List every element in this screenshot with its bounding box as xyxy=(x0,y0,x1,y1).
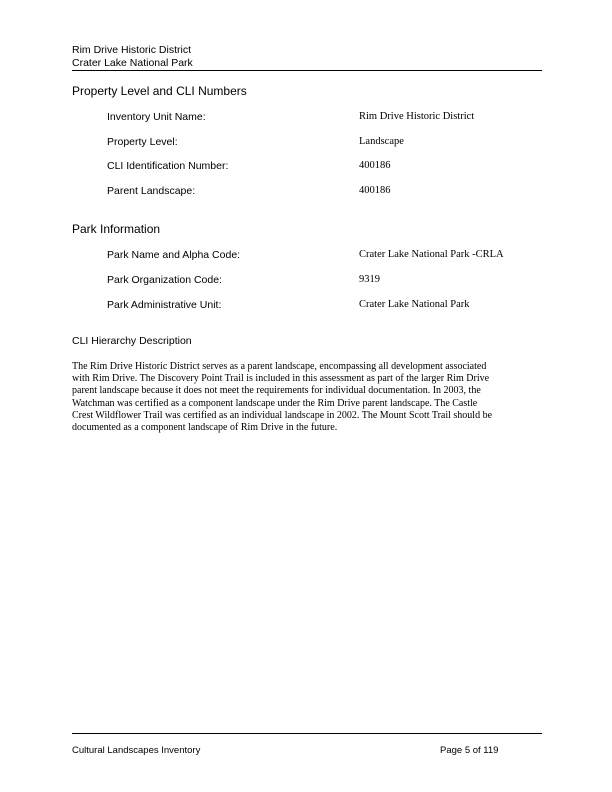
row-label: Inventory Unit Name: xyxy=(107,111,206,123)
row-label: Property Level: xyxy=(107,136,178,148)
row-label: Park Organization Code: xyxy=(107,274,222,286)
paragraph-line: The Rim Drive Historic District serves as a parent landscape, encompassing all development associated xyxy=(72,361,487,372)
row-label: Park Name and Alpha Code: xyxy=(107,249,241,261)
row-value: Crater Lake National Park -CRLA xyxy=(359,249,504,260)
row-value: Crater Lake National Park xyxy=(359,299,470,310)
row-value: 400186 xyxy=(359,185,391,196)
page-header xyxy=(72,44,542,70)
property-row-parent-landscape xyxy=(107,185,547,199)
property-row-cli-id xyxy=(107,160,547,174)
paragraph-line: Watchman was certified as a component landscape under the Rim Drive parent landscape. The Castle xyxy=(72,397,478,409)
row-value: 9319 xyxy=(359,274,380,285)
header-park-name: Crater Lake National Park xyxy=(72,57,193,69)
row-label: Parent Landscape: xyxy=(107,185,196,197)
page-number: Page 5 of 119 xyxy=(440,745,499,756)
footer-divider xyxy=(72,733,542,734)
paragraph-line: with Rim Drive. The Discovery Point Trail is included in this assessment as part of the larger Rim Drive xyxy=(72,373,490,385)
row-value: 400186 xyxy=(359,160,391,171)
park-section-title: Park Information xyxy=(72,222,161,236)
property-section-title: Property Level and CLI Numbers xyxy=(72,84,247,98)
park-row-admin-unit xyxy=(107,299,547,313)
park-row-name-alpha-code xyxy=(107,249,547,263)
hierarchy-description xyxy=(72,361,542,434)
row-label: Park Administrative Unit: xyxy=(107,299,222,311)
hierarchy-section-title: CLI Hierarchy Description xyxy=(72,335,192,347)
footer-title: Cultural Landscapes Inventory xyxy=(72,745,201,756)
property-row-property-level xyxy=(107,136,547,150)
paragraph-line: documented as a component landscape of Rim Drive in the future. xyxy=(72,422,338,434)
paragraph-line: parent landscape because it does not meet the requirements for individual documentation. In 2003, the xyxy=(72,385,481,397)
header-divider xyxy=(72,70,542,71)
property-row-inventory-unit xyxy=(107,111,547,125)
row-label: CLI Identification Number: xyxy=(107,160,229,172)
header-district-name: Rim Drive Historic District xyxy=(72,44,191,56)
row-value: Landscape xyxy=(359,136,404,147)
park-row-org-code xyxy=(107,274,547,288)
paragraph-line: Crest Wildflower Trail was certified as an individual landscape in 2002. The Mount Scott Trail should be xyxy=(72,409,493,421)
row-value: Rim Drive Historic District xyxy=(359,111,475,122)
